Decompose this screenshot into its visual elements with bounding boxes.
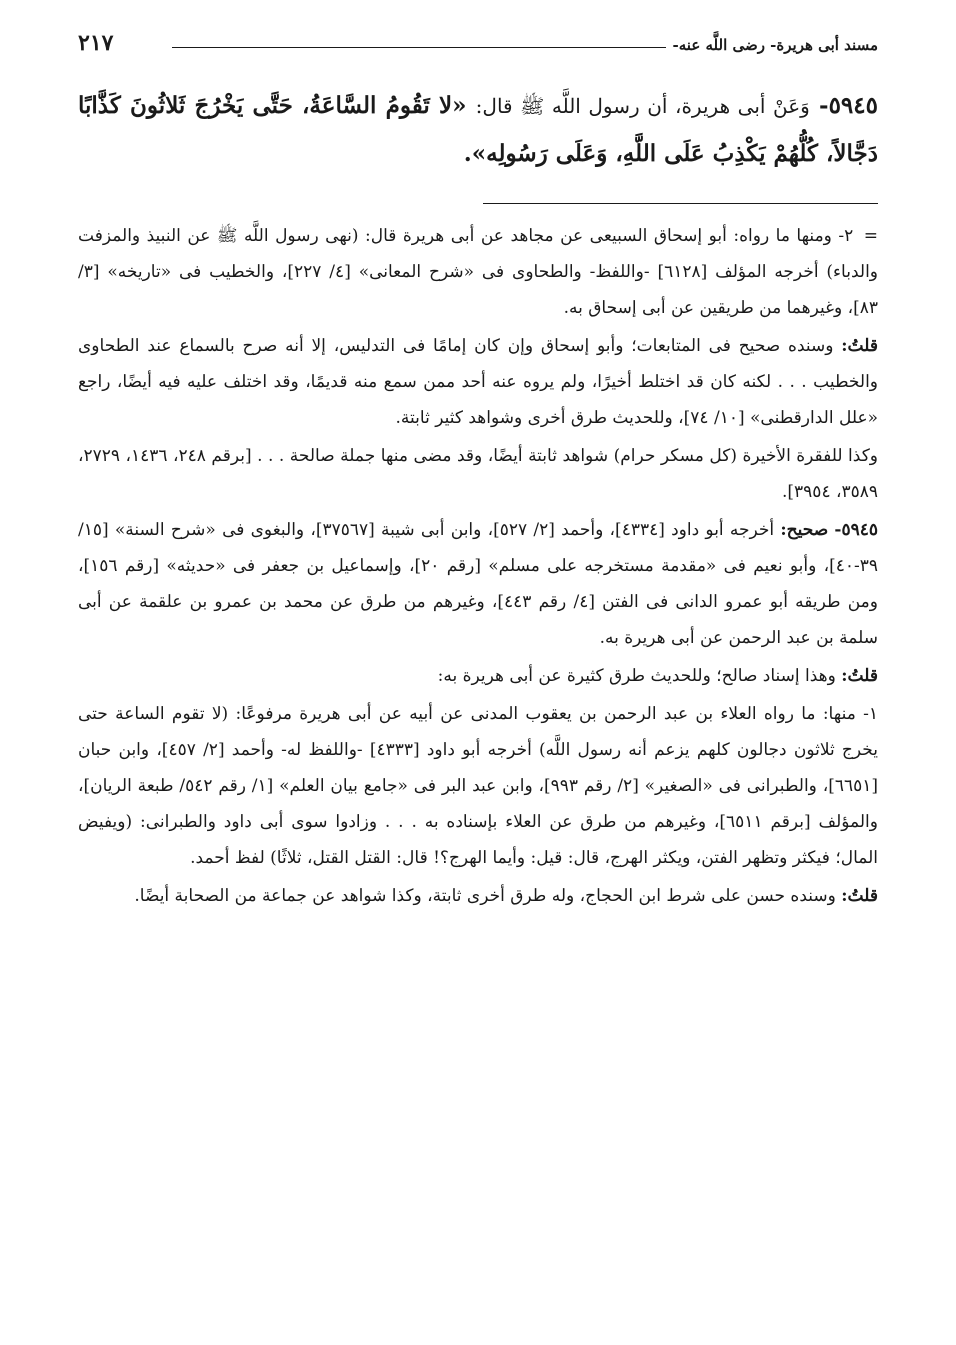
footnote-text: ١- منها: ما رواه العلاء بن عبد الرحمن بن يعقوب المدنى عن أبيه عن أبى هريرة مرفوعًا: (لا تقوم الساعة حتى يخرج ثلاثون دجالون كلهم يزعم أنه رسول اللَّه) أخرجه أبو داود [٤٣٣٣] -واللفظ له- وأحمد [٢/ ٤٥٧]، وابن حبان [٦٦٥١]، والطبرانى فى «الصغير» [٢/ رقم ٩٩٣]، وابن عبد البر فى «جامع بيان العلم» [١/ رقم ٥٤٢/ طبعة الريان]، والمؤلف [برقم ٦٥١١]، وغيرهم من طرق عن العلاء بإسناده به . . . وزادوا سوى أبى داود والطبرانى: (ويفيض المال؛ فيكثر وتظهر الفتن، ويكثر الهرج، قال: قيل: وأيما الهرج؟! قال: القتل القتل، ثلاثًا) لفظ أحمد. (78, 704, 878, 868)
footnote-paragraph (78, 512, 878, 656)
footnote-paragraph (78, 328, 878, 436)
takhrij-number: ٥٩٤٥- (834, 520, 879, 540)
hadith-intro: وَعَنْ أبى هريرة، أن رسول اللَّه ﷺ قال: (475, 94, 810, 118)
footnotes (78, 218, 878, 916)
continuation-mark: = (863, 226, 879, 246)
footnote-text: وكذا للفقرة الأخيرة (كل مسكر حرام) شواهد ثابتة أيضًا، وقد مضى منها جملة صالحة . . . [برقم ٢٤٨، ١٤٣٦، ٢٧٢٩، ٣٥٨٩، ٣٩٥٤]. (78, 446, 879, 502)
grading-label: صحيح: (780, 520, 829, 540)
header-rule (172, 47, 666, 48)
footnote-text: ٢- ومنها ما رواه: أبو إسحاق السبيعى عن مجاهد عن أبى هريرة قال: (نهى رسول اللَّه ﷺ عن النبيذ والمزفت والدباء) أخرجه المؤلف [٦١٢٨] -واللفظ- والطحاوى فى «شرح المعانى» [٤/ ٢٢٧]، والخطيب فى «تاريخه» [٣/ ٨٣]، وغيرهما من طريقين عن أبى إسحاق به. (78, 226, 878, 318)
note-label: قلتُ: (841, 886, 878, 906)
footnote-paragraph (78, 658, 878, 694)
footnote-text: وسنده حسن على شرط ابن الحجاج، وله طرق أخرى ثابتة، وكذا شواهد عن جماعة من الصحابة أيضًا. (134, 886, 836, 906)
note-label: قلتُ: (841, 666, 878, 686)
hadith-number: ٥٩٤٥- (819, 92, 878, 119)
hadith-matn: «لا تَقُومُ السَّاعَةُ، حَتَّى يَخْرُجَ ثَلاثُونَ كَذَّابًا دَجَّالاً، كُلُّهُمْ يَكْذِبُ عَلَى اللَّهِ، وَعَلَى رَسُولِه». (78, 92, 878, 167)
footnote-separator (483, 203, 878, 204)
footnote-paragraph (78, 438, 878, 510)
note-label: قلتُ: (841, 336, 879, 356)
header-title: مسند أبى هريرة- رضى اللَّه عنه- (672, 36, 878, 54)
footnote-text: وسنده صحيح فى المتابعات؛ وأبو إسحاق وإن كان إمامًا فى التدليس، إلا أنه صرح بالسماع عند الطحاوى والخطيب . . . لكنه كان قد اختلط أخيرًا، ولم يروه عنه أحد ممن سمع منه قديمًا، وقد اختلف عليه فيه أيضًا، راجع «علل الدارقطنى» [١٠/ ٧٤]، وللحديث طرق أخرى وشواهد كثير ثابتة. (78, 336, 878, 428)
footnote-paragraph (78, 218, 878, 326)
footnote-paragraph (78, 878, 878, 914)
hadith-text (78, 82, 878, 177)
page-number: ٢١٧ (78, 30, 114, 56)
footnote-paragraph (78, 696, 878, 876)
running-header (78, 30, 878, 64)
footnote-text: أخرجه أبو داود [٤٣٣٤]، وأحمد [٢/ ٥٢٧]، وابن أبى شيبة [٣٧٥٦٧]، والبغوى فى «شرح السنة» [١٥/ ٣٩-٤٠]، وأبو نعيم فى «مقدمة مستخرجه على مسلم» [رقم ٢٠]، وإسماعيل بن جعفر فى «حديثه» [رقم ١٥٦]، ومن طريقه أبو عمرو الدانى فى الفتن [٤/ رقم ٤٤٣]، وغيرهم من طرق عن محمد بن عمرو بن علقمة عن أبى سلمة بن عبد الرحمن عن أبى هريرة به. (78, 520, 878, 648)
footnote-text: وهذا إسناد صالح؛ وللحديث طرق كثيرة عن أبى هريرة به: (437, 666, 836, 686)
